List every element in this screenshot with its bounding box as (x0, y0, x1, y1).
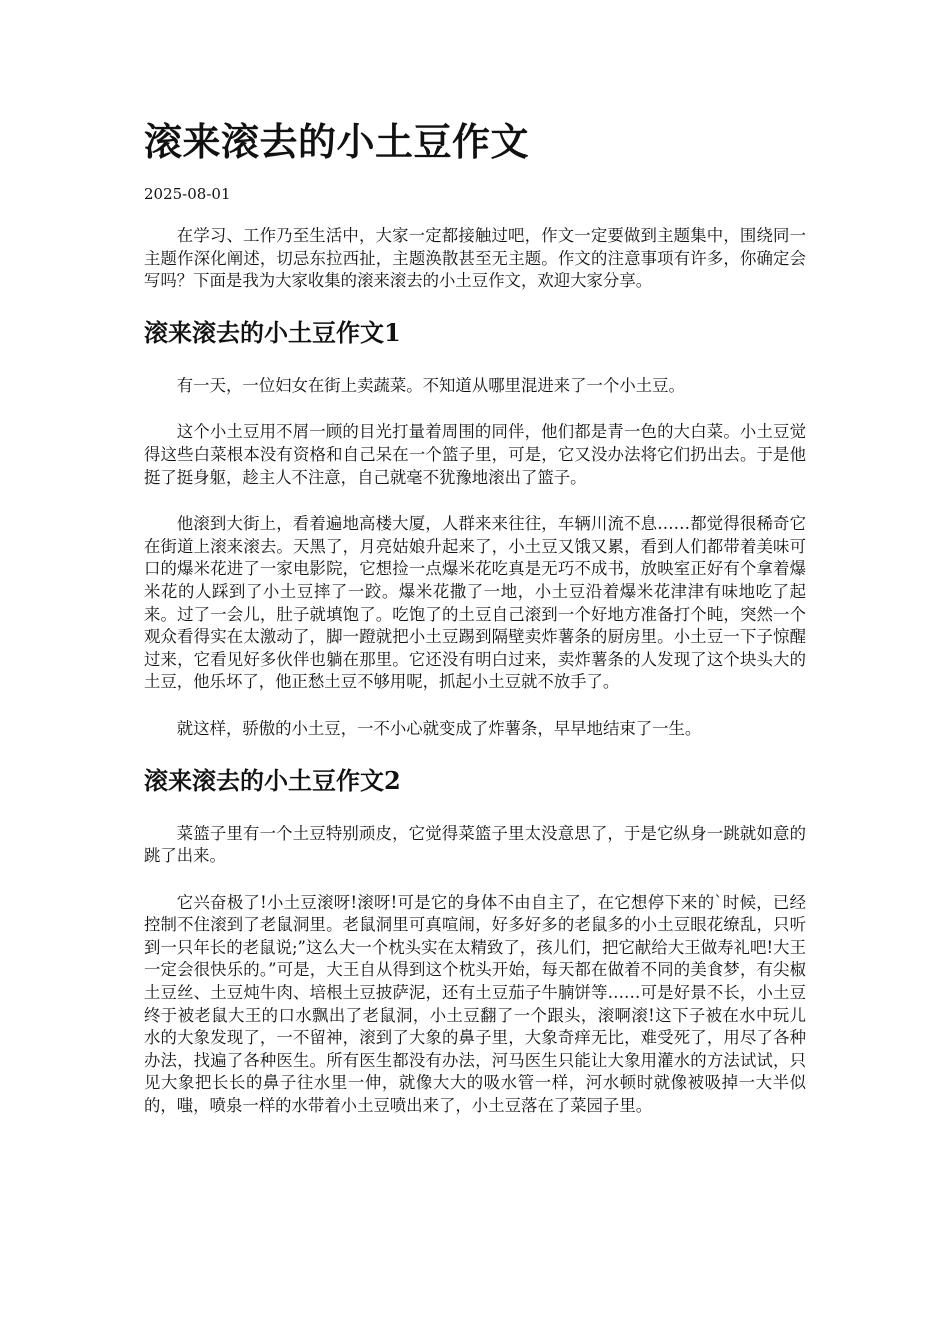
body-paragraph: 有一天，一位妇女在街上卖蔬菜。不知道从哪里混进来了一个小土豆。 (176, 375, 685, 395)
page-title: 滚来滚去的小土豆作文 (144, 119, 530, 164)
intro-paragraph: 在学习、工作乃至生活中，大家一定都接触过吧，作文一定要做到主题集中，围绕同一主题作深化阐述，切忌东拉西扯，主题涣散甚至无主题。作文的注意事项有许多，你确定会写吗？下面是我为大家收集的滚来滚去的小土豆作文，欢迎大家分享。 (144, 226, 806, 291)
section-heading: 滚来滚去的小土豆作文1 (144, 317, 401, 347)
body-paragraph: 就这样，骄傲的小土豆，一不小心就变成了炸薯条，早早地结束了一生。 (176, 718, 702, 738)
section-heading: 滚来滚去的小土豆作文2 (144, 765, 401, 795)
essay-section-2 (144, 765, 806, 1118)
body-paragraph: 菜篮子里有一个土豆特别顽皮，它觉得菜篮子里太没意思了，于是它纵身一跳就如意的跳了出来。 (144, 823, 806, 866)
body-paragraph: 他滚到大街上，看着遍地高楼大厦，人群来来往往，车辆川流不息……都觉得很稀奇它在街道上滚来滚去。天黑了，月亮姑娘升起来了，小土豆又饿又累，看到人们都带着美味可口的爆米花进了一家电影院，它想捡一点爆米花吃真是无巧不成书，放映室正好有个拿着爆米花的人踩到了小土豆摔了一跤。爆米花撒了一地，小土豆沿着爆米花津津有味地吃了起来。过了一会儿，肚子就填饱了。吃饱了的土豆自己滚到一个好地方准备打个盹，突然一个观众看得实在太激动了，脚一蹬就把小土豆踢到隔壁卖炸薯条的厨房里。小土豆一下子惊醒过来，它看见好多伙伴也躺在那里。它还没有明白过来，卖炸薯条的人发现了这个块头大的土豆，他乐坏了，他正愁土豆不够用呢，抓起小土豆就不放手了。 (144, 514, 806, 692)
essay-section-1 (144, 317, 806, 741)
publish-date: 2025-08-01 (144, 185, 231, 203)
body-paragraph: 它兴奋极了!小土豆滚呀!滚呀!可是它的身体不由自主了，在它想停下来的`时候，已经控制不住滚到了老鼠洞里。老鼠洞里可真喧闹，好多好多的老鼠多的小土豆眼花缭乱，只听到一只年长的老鼠说;”这么大一个枕头实在太精致了，孩儿们，把它献给大王做寿礼吧!大王一定会很快乐的。”可是，大王自从得到这个枕头开始，每天都在做着不同的美食梦，有尖椒土豆丝、土豆炖牛肉、培根土豆披萨泥，还有土豆茄子牛腩饼等……可是好景不长，小土豆终于被老鼠大王的口水飘出了老鼠洞，小土豆翻了一个跟头，滚啊滚!这下子被在水中玩儿水的大象发现了，一不留神，滚到了大象的鼻子里，大象奇痒无比，难受死了，用尽了各种办法，找遍了各种医生。所有医生都没有办法，河马医生只能让大象用灌水的方法试试，只见大象把长长的鼻子往水里一伸，就像大大的吸水管一样，河水顿时就像被吸掉一大半似的，嗤，喷泉一样的水带着小土豆喷出来了，小土豆落在了菜园子里。 (144, 892, 806, 1116)
body-paragraph: 这个小土豆用不屑一顾的目光打量着周围的同伴，他们都是青一色的大白菜。小土豆觉得这些白菜根本没有资格和自己呆在一个篮子里，可是，它又没办法将它们扔出去。于是他挺了挺身躯，趁主人不注意，自己就毫不犹豫地滚出了篮子。 (144, 422, 806, 487)
article-body (144, 225, 806, 1142)
